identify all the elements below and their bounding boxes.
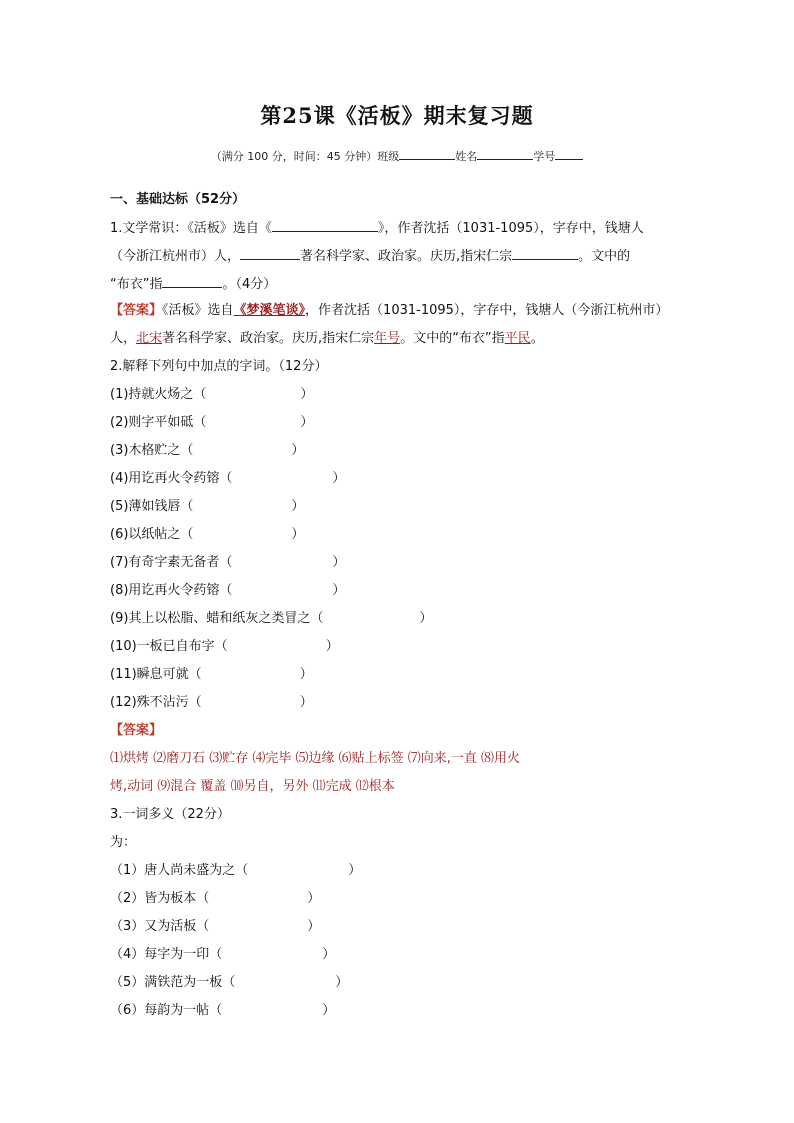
q2-item: (12)殊不沾污（ ）	[110, 695, 313, 710]
exam-info-line	[0, 147, 794, 164]
q2-item: (4)用讫再火令药镕（ ）	[110, 471, 346, 486]
answer-label: 【答案】	[110, 303, 163, 318]
q2-item: (6)以纸帖之（ ）	[110, 527, 305, 542]
q2-item: (10)一板已自布字（ ）	[110, 639, 339, 654]
q2-item: (1)持就火炀之（ ）	[110, 387, 314, 402]
name-label: 姓名	[455, 150, 478, 163]
q2-item: (9)其上以松脂、蜡和纸灰之类冒之（ ）	[110, 611, 433, 626]
q2-item: (8)用讫再火令药镕（ ）	[110, 583, 346, 598]
exam-info: （满分 100 分，时间：45 分钟）班级	[210, 150, 400, 163]
q1-blank-buyi[interactable]	[162, 274, 222, 288]
q3-item: （3）又为活板（ ）	[110, 919, 321, 934]
page-title: 第25课《活板》期末复习题	[260, 103, 534, 128]
q3-item: （5）满铁范为一板（ ）	[110, 975, 349, 990]
q2-answer-line2: 烤,动词 ⑼混合 覆盖 ⑽另自，另外 ⑾完成 ⑿根本	[110, 779, 395, 794]
class-blank[interactable]	[399, 147, 455, 160]
q3-word: 为：	[110, 835, 137, 850]
q1-line3: “布衣”指 。（4分）	[110, 274, 276, 294]
section-heading: 一、基础达标（52分）	[110, 192, 246, 207]
name-blank[interactable]	[477, 147, 533, 160]
q1-blank-dynasty[interactable]	[240, 246, 300, 260]
q2-item: (11)瞬息可就（ ）	[110, 667, 313, 682]
q1-answer-line2: 人，北宋著名科学家、政治家。庆历,指宋仁宗年号。文中的“布衣”指平民。	[110, 331, 544, 346]
q2-item: (2)则字平如砥（ ）	[110, 415, 314, 430]
q3-item: （2）皆为板本（ ）	[110, 891, 321, 906]
q3-item: （4）每字为一印（ ）	[110, 947, 336, 962]
id-label: 学号	[533, 150, 556, 163]
q2-item: (3)木格贮之（ ）	[110, 443, 305, 458]
q2-item: (5)薄如钱唇（ ）	[110, 499, 305, 514]
q3-item: （1）唐人尚未盛为之（ ）	[110, 863, 362, 878]
q1-blank-era[interactable]	[512, 246, 578, 260]
q2-answer-label: 【答案】	[110, 723, 163, 738]
q2-answer-line1: ⑴烘烤 ⑵磨刀石 ⑶贮存 ⑷完毕 ⑸边缘 ⑹贴上标签 ⑺向来,一直 ⑻用火	[110, 751, 521, 766]
q1-blank-book[interactable]	[272, 218, 378, 232]
q1-answer-line1: 【答案】《活板》选自《梦溪笔谈》，作者沈括（1031-1095），字存中，钱塘人（今浙江杭州市）	[110, 303, 669, 318]
q1-line1: 1.文学常识：《活板》选自《 》，作者沈括（1031-1095），字存中，钱塘人	[110, 218, 644, 238]
q2-heading: 2.解释下列句中加点的字词。（12分）	[110, 359, 328, 374]
q2-item: (7)有奇字素无备者（ ）	[110, 555, 346, 570]
id-blank[interactable]	[555, 147, 583, 160]
q3-heading: 3.一词多义（22分）	[110, 807, 230, 822]
q3-item: （6）每韵为一帖（ ）	[110, 1003, 336, 1018]
q1-line2: （今浙江杭州市）人， 著名科学家、政治家。庆历,指宋仁宗 。文中的	[110, 246, 630, 266]
